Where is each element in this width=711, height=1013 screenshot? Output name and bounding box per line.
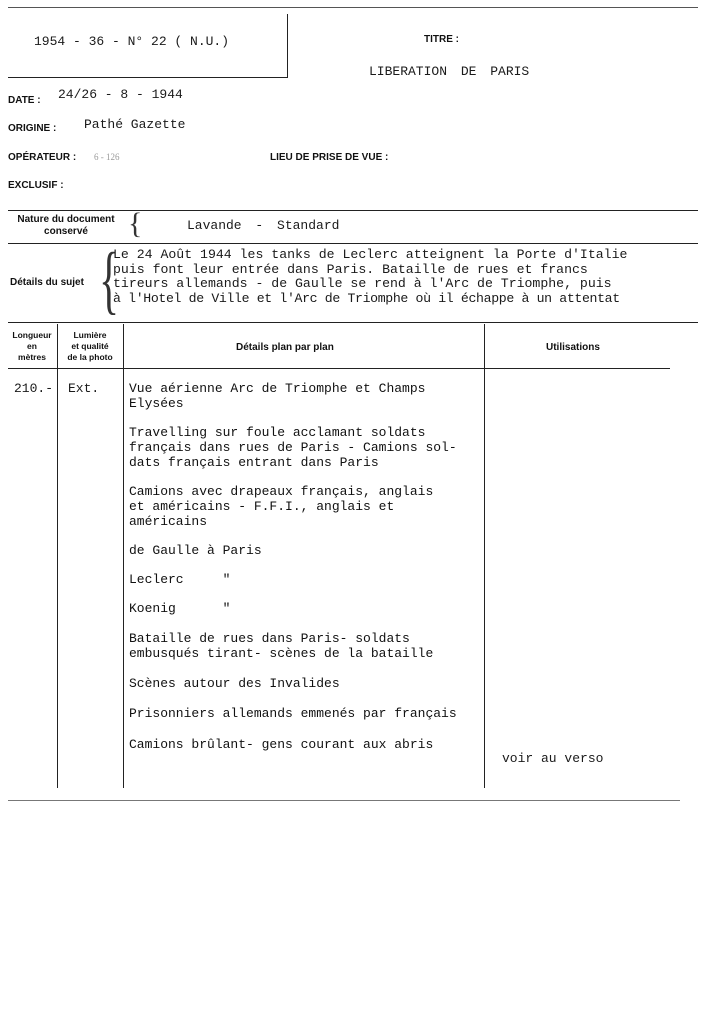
titre-label: TITRE : bbox=[424, 34, 459, 45]
operateur-value: 6 - 126 bbox=[94, 152, 120, 162]
date-value: 24/26 - 8 - 1944 bbox=[58, 87, 183, 102]
table-header-rule bbox=[8, 368, 670, 369]
origine-value: Pathé Gazette bbox=[84, 117, 186, 132]
plan-row: Vue aérienne Arc de Triomphe et Champs Elysées bbox=[129, 381, 426, 411]
longueur-value: 210.- bbox=[14, 381, 54, 396]
date-label: DATE : bbox=[8, 95, 41, 106]
plan-row: Scènes autour des Invalides bbox=[129, 676, 340, 691]
plan-row: de Gaulle à Paris bbox=[129, 543, 262, 558]
header-longueur: Longueur en mètres bbox=[12, 330, 52, 362]
details-sujet-line-4: à l'Hotel de Ville et l'Arc de Triomphe où il échappe à un attentat bbox=[113, 291, 620, 306]
lieu-label: LIEU DE PRISE DE VUE : bbox=[270, 152, 389, 163]
top-edge-line bbox=[8, 7, 698, 8]
lumiere-value: Ext. bbox=[68, 381, 100, 396]
nature-brace: { bbox=[128, 207, 143, 240]
details-sujet-line-2: puis font leur entrée dans Paris. Bataille de rues et francs bbox=[113, 262, 588, 277]
column-divider-2 bbox=[123, 324, 124, 788]
header-utilisations: Utilisations bbox=[546, 342, 600, 353]
titre-value: LIBERATION DE PARIS bbox=[369, 64, 530, 79]
reference-box-bottom-border bbox=[8, 77, 287, 78]
operateur-label: OPÉRATEUR : bbox=[8, 152, 77, 163]
reference-number: 1954 - 36 - N° 22 ( N.U.) bbox=[34, 34, 230, 49]
details-sujet-line-3: tireurs allemands - de Gaulle se rend à l'Arc de Triomphe, puis bbox=[113, 276, 612, 291]
details-sujet-brace: { bbox=[99, 238, 120, 322]
sujet-bottom-rule bbox=[8, 322, 698, 323]
plan-row: Koenig " bbox=[129, 601, 231, 616]
plan-row: Leclerc " bbox=[129, 572, 231, 587]
plan-row: Travelling sur foule acclamant soldats français dans rues de Paris - Camions sol- dats français entrant dans Paris bbox=[129, 425, 457, 470]
nature-value: Lavande - Standard bbox=[187, 218, 340, 233]
utilisation-note: voir au verso bbox=[502, 751, 604, 766]
plan-row: Prisonniers allemands emmenés par français bbox=[129, 706, 457, 721]
fields-bottom-rule bbox=[8, 210, 698, 211]
origine-label: ORIGINE : bbox=[8, 123, 57, 134]
header-details: Détails plan par plan bbox=[236, 342, 334, 353]
bottom-edge-line bbox=[8, 800, 680, 801]
nature-label: Nature du document conservé bbox=[17, 214, 115, 237]
plan-row: Camions brûlant- gens courant aux abris bbox=[129, 737, 434, 752]
plan-row: Camions avec drapeaux français, anglais et américains - F.F.I., anglais et américains bbox=[129, 484, 434, 529]
plan-row: Bataille de rues dans Paris- soldats embusqués tirant- scènes de la bataille bbox=[129, 631, 434, 661]
column-divider-1 bbox=[57, 324, 58, 788]
details-sujet-line-1: Le 24 Août 1944 les tanks de Leclerc atteignent la Porte d'Italie bbox=[113, 247, 628, 262]
exclusif-label: EXCLUSIF : bbox=[8, 180, 64, 191]
header-lumiere: Lumière et qualité de la photo bbox=[67, 330, 113, 362]
details-sujet-label: Détails du sujet bbox=[10, 277, 84, 288]
reference-box-right-border bbox=[287, 14, 288, 78]
